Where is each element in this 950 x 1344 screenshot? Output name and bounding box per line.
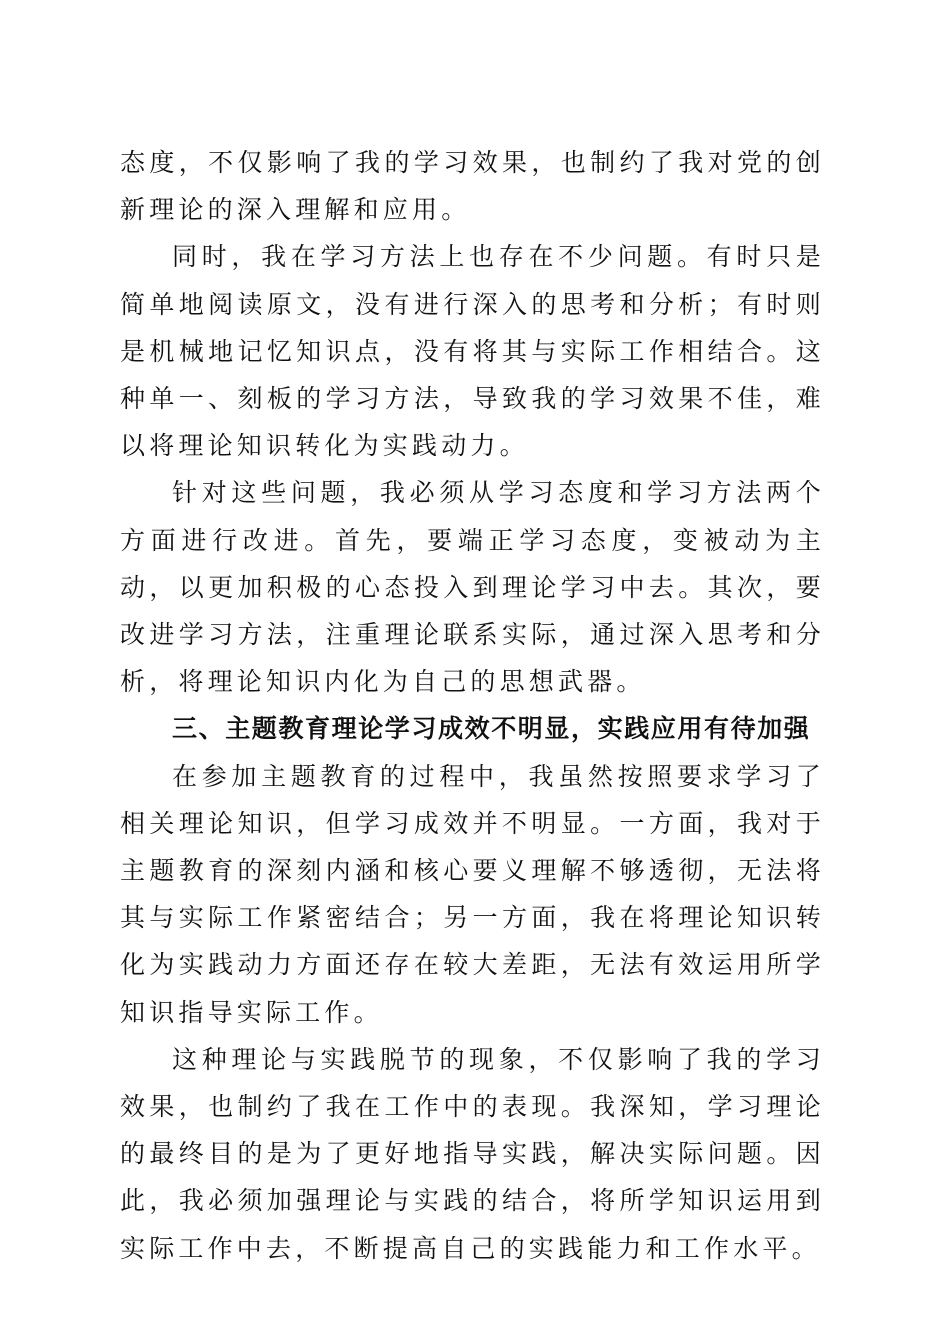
paragraph-continued: 态度，不仅影响了我的学习效果，也制约了我对党的创新理论的深入理解和应用。 [120, 148, 825, 225]
paragraph-study-methods: 同时，我在学习方法上也存在不少问题。有时只是简单地阅读原文，没有进行深入的思考和分析；有时则是机械地记忆知识点，没有将其与实际工作相结合。这种单一、刻板的学习方法，导致我的学习效果不佳，难以将理论知识转化为实践动力。 [120, 242, 825, 461]
paragraph-theme-education: 在参加主题教育的过程中，我虽然按照要求学习了相关理论知识，但学习成效并不明显。一方面，我对于主题教育的深刻内涵和核心要义理解不够透彻，无法将其与实际工作紧密结合；另一方面，我在将理论知识转化为实践动力方面还存在较大差距，无法有效运用所学知识指导实际工作。 [120, 761, 825, 1027]
paragraph-theory-practice: 这种理论与实践脱节的现象，不仅影响了我的学习效果，也制约了我在工作中的表现。我深知，学习理论的最终目的是为了更好地指导实践，解决实际问题。因此，我必须加强理论与实践的结合，将所学知识运用到实际工作中去，不断提高自己的实践能力和工作水平。 [120, 1044, 825, 1263]
section-heading: 三、主题教育理论学习成效不明显，实践应用有待加强 [172, 714, 811, 744]
document-page [120, 139, 825, 1272]
paragraph-improvements: 针对这些问题，我必须从学习态度和学习方法两个方面进行改进。首先，要端正学习态度，变被动为主动，以更加积极的心态投入到理论学习中去。其次，要改进学习方法，注重理论联系实际，通过深入思考和分析，将理论知识内化为自己的思想武器。 [120, 478, 825, 697]
